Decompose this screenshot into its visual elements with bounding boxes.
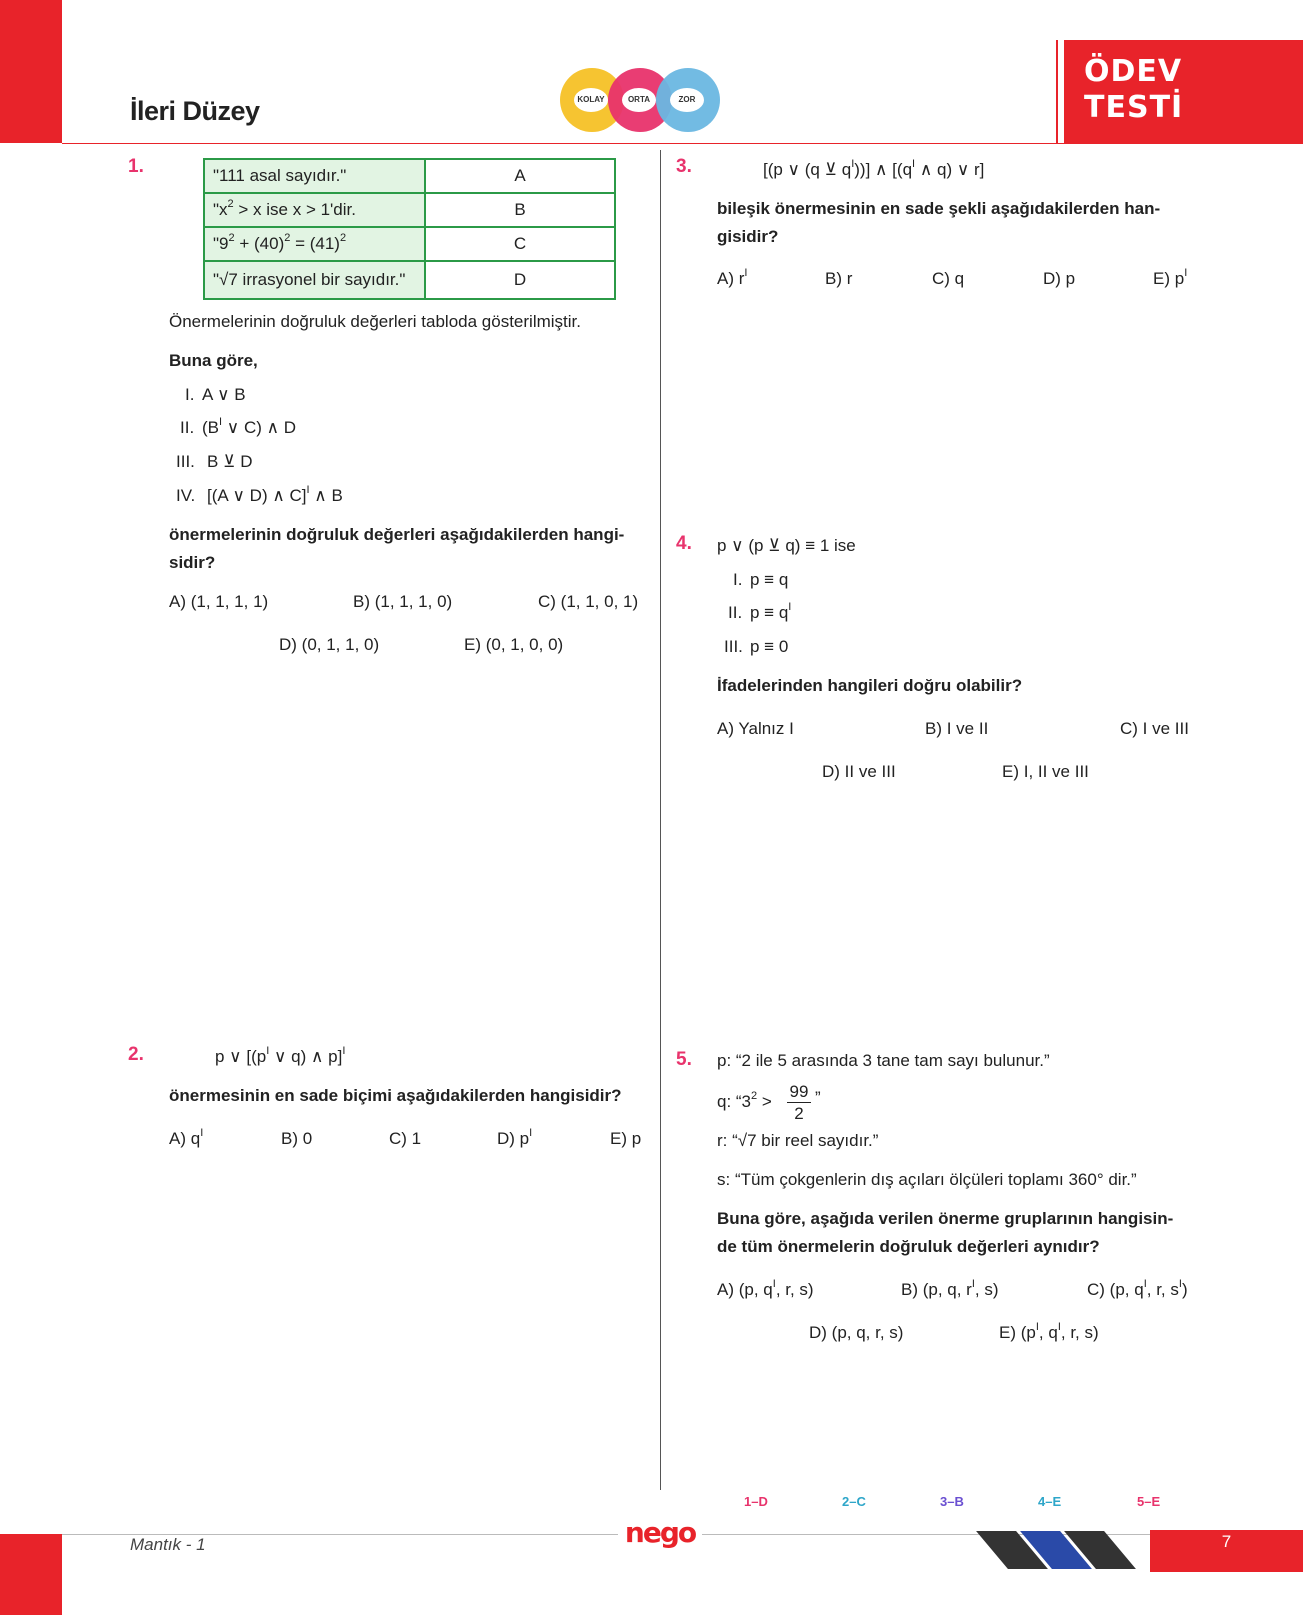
q2-choice-e[interactable]: E) p <box>610 1129 642 1148</box>
question-1-text-line2: sidir? <box>169 553 216 572</box>
q4-item-3-roman: III. <box>724 637 743 656</box>
q3-choice-d[interactable]: D) p <box>1043 269 1076 288</box>
difficulty-medium-label: ORTA <box>622 88 656 112</box>
table-label: C <box>425 227 615 261</box>
question-5-number: 5. <box>676 1049 692 1070</box>
table-statement: "√7 irrasyonel bir sayıdır." <box>204 261 425 299</box>
q3-choice-c[interactable]: C) q <box>932 269 965 288</box>
q3-choice-e[interactable]: E) $p^I$ <box>1153 267 1188 288</box>
question-4-number: 4. <box>676 533 692 554</box>
bottom-left-red-bar <box>0 1534 62 1615</box>
q5-choice-d[interactable]: D) (p, q, r, s) <box>809 1323 904 1342</box>
q5-choice-c[interactable]: C) (p, $q^I$, r, $s^I$) <box>1087 1278 1188 1299</box>
q4-choice-d[interactable]: D) II ve III <box>822 762 896 781</box>
q1-choice-c[interactable]: C) (1, 1, 0, 1) <box>538 592 639 611</box>
question-5-text-line2: de tüm önermelerin doğruluk değerleri aynıdır? <box>717 1237 1100 1256</box>
answer-key-4: 4–E <box>1038 1494 1062 1509</box>
q4-choice-c[interactable]: C) I ve III <box>1120 719 1189 738</box>
badge-line-1: ÖDEV <box>1084 54 1183 89</box>
table-row <box>204 227 615 261</box>
question-3-number: 3. <box>676 156 692 177</box>
difficulty-hard-label: ZOR <box>670 88 704 112</box>
answer-key-3: 3–B <box>940 1494 964 1509</box>
q2-choice-c[interactable]: C) 1 <box>389 1129 422 1148</box>
q1-choice-b[interactable]: B) (1, 1, 1, 0) <box>353 592 453 611</box>
table-row <box>204 261 615 299</box>
q1-item-4-roman: IV. <box>176 486 196 505</box>
q4-item-3-expr: p ≡ 0 <box>750 637 789 656</box>
q1-item-4-expr: [(A ∨ D) ∧ C]$^I$ ∧ B <box>207 484 343 505</box>
q3-choice-b[interactable]: B) r <box>825 269 853 288</box>
q4-item-2-expr: $p \equiv q^I$ <box>750 601 792 622</box>
publisher-logo-text: nego <box>624 1516 696 1549</box>
question-3-expression: [(p ∨ (q ⊻ $q^I$))] ∧ [($q^I$ ∧ q) ∨ r] <box>763 158 985 179</box>
table-label: B <box>425 193 615 227</box>
page-title: İleri Düzey <box>130 96 260 126</box>
q2-choice-a[interactable]: A) $q^I$ <box>169 1127 204 1148</box>
table-label: D <box>425 261 615 299</box>
question-2-number: 2. <box>128 1044 144 1065</box>
page-number: 7 <box>1150 1530 1303 1572</box>
q5-statement-s: s: “Tüm çokgenlerin dış açıları ölçüleri toplamı 360° dir.” <box>717 1170 1137 1189</box>
question-1-prompt: Buna göre, <box>169 351 258 370</box>
q3-choice-a[interactable]: A) $r^I$ <box>717 267 748 288</box>
q1-item-1-expr: A ∨ B <box>202 385 246 404</box>
q4-item-1-roman: I. <box>733 570 743 589</box>
answer-key-2: 2–C <box>842 1494 866 1509</box>
table-statement: "111 asal sayıdır." <box>204 159 425 193</box>
question-3-text-line2: gisidir? <box>717 227 779 246</box>
question-3-text-line1: bileşik önermesinin en sade şekli aşağıdakilerden han- <box>717 199 1161 218</box>
q1-item-2-expr: ($B^I$ ∨ C) ∧ D <box>202 416 297 437</box>
table-statement: "$x^2 > x$ ise x > 1'dir. <box>204 193 425 227</box>
truth-table <box>203 158 616 300</box>
q1-item-3-roman: III. <box>176 452 195 471</box>
q1-item-1-roman: I. <box>185 385 195 404</box>
question-4-text: İfadelerinden hangileri doğru olabilir? <box>717 676 1023 695</box>
q5-choice-b[interactable]: B) (p, q, $r^I$, s) <box>901 1278 999 1299</box>
question-5-text-line1: Buna göre, aşağıda verilen önerme gruplarının hangisin- <box>717 1209 1174 1228</box>
q5-statement-p: p: “2 ile 5 arasında 3 tane tam sayı bulunur.” <box>717 1051 1050 1070</box>
q1-choice-a[interactable]: A) (1, 1, 1, 1) <box>169 592 269 611</box>
question-4-expression: p ∨ (p ⊻ q) ≡ 1 ise <box>717 536 856 555</box>
difficulty-indicator <box>560 68 720 134</box>
q1-choice-d[interactable]: D) (0, 1, 1, 0) <box>279 635 380 654</box>
question-1-number: 1. <box>128 156 144 177</box>
top-left-red-bar <box>0 0 62 143</box>
table-label: A <box>425 159 615 193</box>
homework-test-badge <box>1056 40 1303 144</box>
column-divider <box>660 150 661 1490</box>
footer-subject: Mantık - 1 <box>130 1535 206 1554</box>
difficulty-easy-label: KOLAY <box>574 88 608 112</box>
q1-item-2-roman: II. <box>180 418 195 437</box>
q4-choice-b[interactable]: B) I ve II <box>925 719 989 738</box>
q5-choice-e[interactable]: E) ($p^I$, $q^I$, r, s) <box>999 1321 1099 1342</box>
q1-choice-e[interactable]: E) (0, 1, 0, 0) <box>464 635 564 654</box>
q2-choice-d[interactable]: D) $p^I$ <box>497 1127 533 1148</box>
question-1-text-line1: önermelerinin doğruluk değerleri aşağıdakilerden hangi- <box>169 525 625 544</box>
answer-key-1: 1–D <box>744 1494 768 1509</box>
question-2-expression: p ∨ [($p^I$ ∨ q) ∧ p]$^I$ <box>215 1045 346 1066</box>
table-statement: "$9^2 + (40)^2 = (41)^2$ <box>204 227 425 261</box>
question-2-text: önermesinin en sade biçimi aşağıdakilerden hangisidir? <box>169 1086 622 1105</box>
question-1-intro: Önermelerinin doğruluk değerleri tabloda gösterilmiştir. <box>169 312 581 331</box>
q4-item-1-expr: p ≡ q <box>750 570 789 589</box>
q2-choice-b[interactable]: B) 0 <box>281 1129 313 1148</box>
badge-line-2: TESTİ <box>1084 90 1184 125</box>
table-row <box>204 193 615 227</box>
q4-choice-e[interactable]: E) I, II ve III <box>1002 762 1089 781</box>
q5-choice-a[interactable]: A) (p, $q^I$, r, s) <box>717 1278 814 1299</box>
q4-item-2-roman: II. <box>728 603 743 622</box>
q5-statement-r: r: “√7 bir reel sayıdır.” <box>717 1131 879 1150</box>
answer-key-5: 5–E <box>1137 1494 1161 1509</box>
publisher-logo <box>618 1516 702 1550</box>
table-row <box>204 159 615 193</box>
q1-item-3-expr: B ⊻ D <box>207 452 253 471</box>
q4-choice-a[interactable]: A) Yalnız I <box>717 719 794 738</box>
